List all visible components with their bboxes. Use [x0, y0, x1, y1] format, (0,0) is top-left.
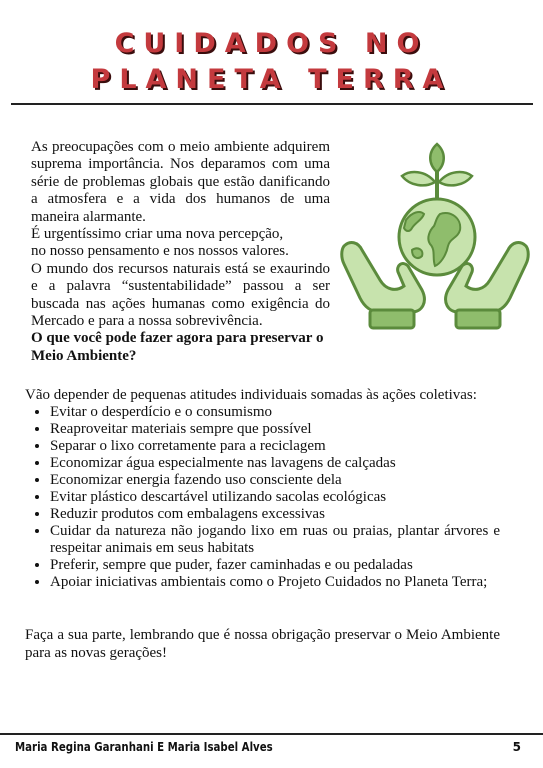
list-item: • Economizar energia fazendo uso consciente dela [50, 472, 500, 489]
list-item: • Evitar plástico descartável utilizando sacolas ecológicas [50, 489, 500, 506]
hands-holding-earth-with-sprout-icon [340, 140, 530, 330]
intro-question: O que você pode fazer agora para preservar o Meio Ambiente? [31, 330, 324, 364]
list-item: • Economizar água especialmente nas lavagens de calçadas [50, 455, 500, 472]
intro-section [31, 139, 330, 365]
page-title-line-2: PLANETA TERRA [90, 64, 453, 95]
intro-paragraph-2-line-1: É urgentíssimo criar uma nova percepção, [31, 226, 284, 243]
list-item: • Reduzir produtos com embalagens excessivas [50, 506, 500, 523]
page-title-line-1: CUIDADOS NO [114, 28, 429, 59]
intro-paragraph-2-line-2: no nosso pensamento e nos nossos valores. [31, 243, 289, 260]
intro-paragraph-3: O mundo dos recursos naturais está se exaurindo e a palavra “sustentabilidade” passou a ser buscada nas ações humanas como exigência do Mercado e para a nossa sobrevivência. [31, 260, 330, 330]
list-item: • Reaproveitar materiais sempre que possível [50, 421, 500, 438]
header-divider [11, 103, 533, 105]
list-item: • Separar o lixo corretamente para a reciclagem [50, 438, 500, 455]
closing-paragraph: Faça a sua parte, lembrando que é nossa obrigação preservar o Meio Ambiente para as novas gerações! [25, 627, 500, 661]
list-item: • Preferir, sempre que puder, fazer caminhadas e ou pedaladas [50, 557, 500, 574]
list-item: • Cuidar da natureza não jogando lixo em ruas ou praias, plantar árvores e respeitar animais em seus habitats [50, 523, 500, 557]
list-item: • Evitar o desperdício e o consumismo [50, 404, 500, 421]
actions-lead: Vão depender de pequenas atitudes individuais somadas às ações coletivas: [25, 387, 477, 403]
footer-divider [0, 733, 543, 735]
footer-authors: Maria Regina Garanhani E Maria Isabel Alves [15, 740, 273, 754]
intro-paragraph-1: As preocupações com o meio ambiente adquirem suprema importância. Nos deparamos com uma série de problemas globais que estão danificando a atmosfera e a vida dos humanos de uma maneira alarmante. [31, 139, 330, 225]
actions-section [25, 387, 500, 591]
actions-list [25, 404, 500, 591]
page-number: 5 [512, 740, 521, 754]
list-item: • Apoiar iniciativas ambientais como o Projeto Cuidados no Planeta Terra; [50, 574, 500, 591]
